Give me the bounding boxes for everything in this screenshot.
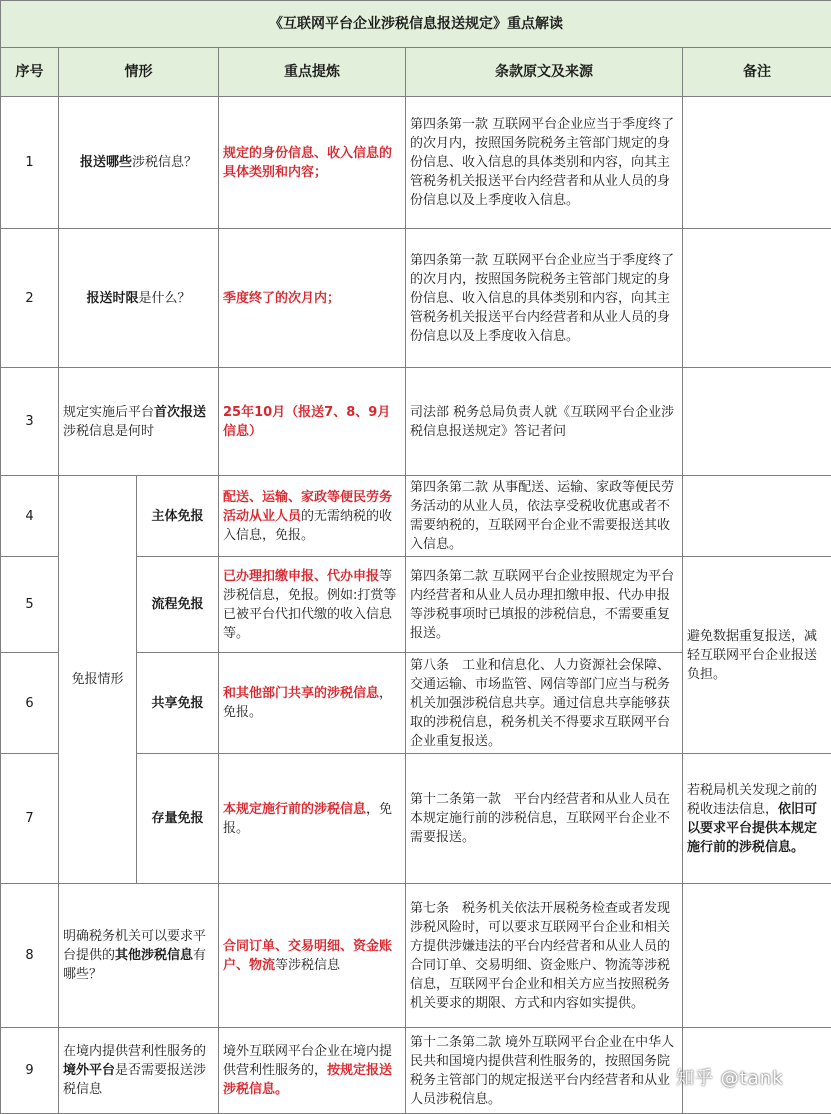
- table-title: 《互联网平台企业涉税信息报送规定》重点解读: [1, 1, 831, 48]
- key-point-text: 的无需纳税的收入信息，免报。: [223, 509, 392, 543]
- row-subcategory: 存量免报: [137, 754, 219, 884]
- row-subcategory: 流程免报: [137, 557, 219, 653]
- row-subcategory: 主体免报: [137, 476, 219, 557]
- row-key-point: [219, 1028, 406, 1114]
- row-source: 第十二条第一款 平台内经营者和从业人员在本规定施行前的涉税信息，互联网平台企业不需要报送。: [406, 754, 683, 884]
- situation-text: 涉税信息？: [132, 155, 197, 170]
- header-source: 条款原文及来源: [406, 48, 683, 97]
- row-key-point: [219, 653, 406, 754]
- table-row: [1, 368, 831, 476]
- row-remark: [683, 97, 831, 229]
- remark-emphasis: 依旧可以要求平台提供本规定施行前的涉税信息。: [687, 802, 817, 855]
- table-row: [1, 97, 831, 229]
- situation-emphasis: 首次报送: [154, 405, 206, 420]
- row-situation: [59, 97, 219, 229]
- row-key-point: [219, 368, 406, 476]
- row-remark: [683, 754, 831, 884]
- situation-text: 规定实施后平台: [63, 405, 154, 420]
- situation-text: 涉税信息是何时: [63, 424, 154, 439]
- key-point-red: 规定的身份信息、收入信息的具体类别和内容；: [223, 146, 392, 180]
- row-source: 司法部 税务总局负责人就《互联网平台企业涉税信息报送规定》答记者问: [406, 368, 683, 476]
- row-seq: 2: [1, 229, 59, 368]
- row-source: 第十二条第二款 境外互联网平台企业在中华人民共和国境内提供营利性服务的，按照国务院税务主管部门的规定报送平台内经营者和从业人员涉税信息。: [406, 1028, 683, 1114]
- row-remark: [683, 368, 831, 476]
- key-point-text: 等涉税信息: [275, 958, 340, 973]
- header-key-points: 重点提炼: [219, 48, 406, 97]
- row-remark: 避免数据重复报送，减轻互联网平台企业报送负担。: [683, 557, 831, 754]
- row-seq: 4: [1, 476, 59, 557]
- row-situation: [59, 1028, 219, 1114]
- row-key-point: [219, 229, 406, 368]
- situation-emphasis: 报送哪些: [80, 155, 132, 170]
- situation-text: 是否需要报送涉税信息: [63, 1063, 206, 1097]
- key-point-red: 配送、运输、家政等便民劳务活动从业人员: [223, 490, 392, 524]
- row-key-point: [219, 97, 406, 229]
- row-source: 第八条 工业和信息化、人力资源社会保障、交通运输、市场监管、网信等部门应当与税务机关加强涉税信息共享。通过信息共享能够获取的涉税信息，税务机关不得要求互联网平台企业重复报送。: [406, 653, 683, 754]
- key-point-text: 等涉税信息，免报。例如:打赏等已被平台代扣代缴的收入信息等。: [223, 569, 396, 641]
- header-remarks: 备注: [683, 48, 831, 97]
- table-row: [1, 229, 831, 368]
- key-point-red: 已办理扣缴申报、代办申报: [223, 569, 379, 584]
- header-seq: 序号: [1, 48, 59, 97]
- row-situation: [59, 368, 219, 476]
- exempt-group-label: 免报情形: [59, 476, 137, 884]
- key-point-red: 合同订单、交易明细、资金账户、物流: [223, 939, 392, 973]
- situation-text: 有哪些？: [63, 948, 206, 982]
- situation-emphasis: 报送时限: [86, 291, 138, 306]
- key-point-text: ，免报。: [223, 802, 392, 836]
- remark-text: 若税局机关发现之前的税收违法信息，: [687, 783, 817, 817]
- table-row: [1, 884, 831, 1028]
- situation-text: 明确税务机关可以要求平台提供的: [63, 929, 206, 963]
- key-point-red: 和其他部门共享的涉税信息: [223, 686, 379, 701]
- row-source: 第四条第一款 互联网平台企业应当于季度终了的次月内，按照国务院税务主管部门规定的身份信息、收入信息的具体类别和内容，向其主管税务机关报送平台内经营者和从业人员的身份信息以及上季度收入信息。: [406, 97, 683, 229]
- row-remark: [683, 229, 831, 368]
- row-seq: 8: [1, 884, 59, 1028]
- situation-emphasis: 其他涉税信息: [115, 948, 193, 963]
- row-key-point: [219, 754, 406, 884]
- row-situation: [59, 884, 219, 1028]
- situation-text: 在境内提供营利性服务的: [63, 1044, 206, 1059]
- key-point-red: 按规定报送涉税信息。: [223, 1063, 392, 1097]
- key-point-red: 25年10月（报送7、8、9月信息）: [223, 405, 390, 439]
- key-point-text: ，免报。: [223, 686, 392, 720]
- row-key-point: [219, 884, 406, 1028]
- key-point-red: 季度终了的次月内；: [223, 291, 340, 306]
- row-situation: [59, 229, 219, 368]
- row-seq: 7: [1, 754, 59, 884]
- row-source: 第四条第二款 互联网平台企业按照规定为平台内经营者和从业人员办理扣缴申报、代办申报等涉税事项时已填报的涉税信息，不需要重复报送。: [406, 557, 683, 653]
- row-source: 第七条 税务机关依法开展税务检查或者发现涉税风险时，可以要求互联网平台企业和相关方提供涉嫌违法的平台内经营者和从业人员的合同订单、交易明细、资金账户、物流等涉税信息，互联网平台企业和相关方应当按照税务机关要求的期限、方式和内容如实提供。: [406, 884, 683, 1028]
- row-key-point: [219, 476, 406, 557]
- row-source: 第四条第二款 从事配送、运输、家政等便民劳务活动的从业人员，依法享受税收优惠或者不需要纳税的，互联网平台企业不需要报送其收入信息。: [406, 476, 683, 557]
- row-key-point: [219, 557, 406, 653]
- key-point-red: 本规定施行前的涉税信息: [223, 802, 366, 817]
- row-seq: 6: [1, 653, 59, 754]
- row-subcategory: 共享免报: [137, 653, 219, 754]
- row-remark: [683, 884, 831, 1028]
- header-situation: 情形: [59, 48, 219, 97]
- key-point-text: 境外互联网平台企业在境内提供营利性服务的，: [223, 1044, 392, 1078]
- watermark: 知乎 @tank: [676, 1064, 784, 1090]
- row-seq: 1: [1, 97, 59, 229]
- row-source: 第四条第一款 互联网平台企业应当于季度终了的次月内，按照国务院税务主管部门规定的身份信息、收入信息的具体类别和内容，向其主管税务机关报送平台内经营者和从业人员的身份信息以及上季度收入信息。: [406, 229, 683, 368]
- row-seq: 9: [1, 1028, 59, 1114]
- row-remark: [683, 476, 831, 557]
- table-row: [1, 476, 831, 557]
- situation-text: 是什么？: [139, 291, 191, 306]
- situation-emphasis: 境外平台: [63, 1063, 115, 1078]
- row-seq: 5: [1, 557, 59, 653]
- row-seq: 3: [1, 368, 59, 476]
